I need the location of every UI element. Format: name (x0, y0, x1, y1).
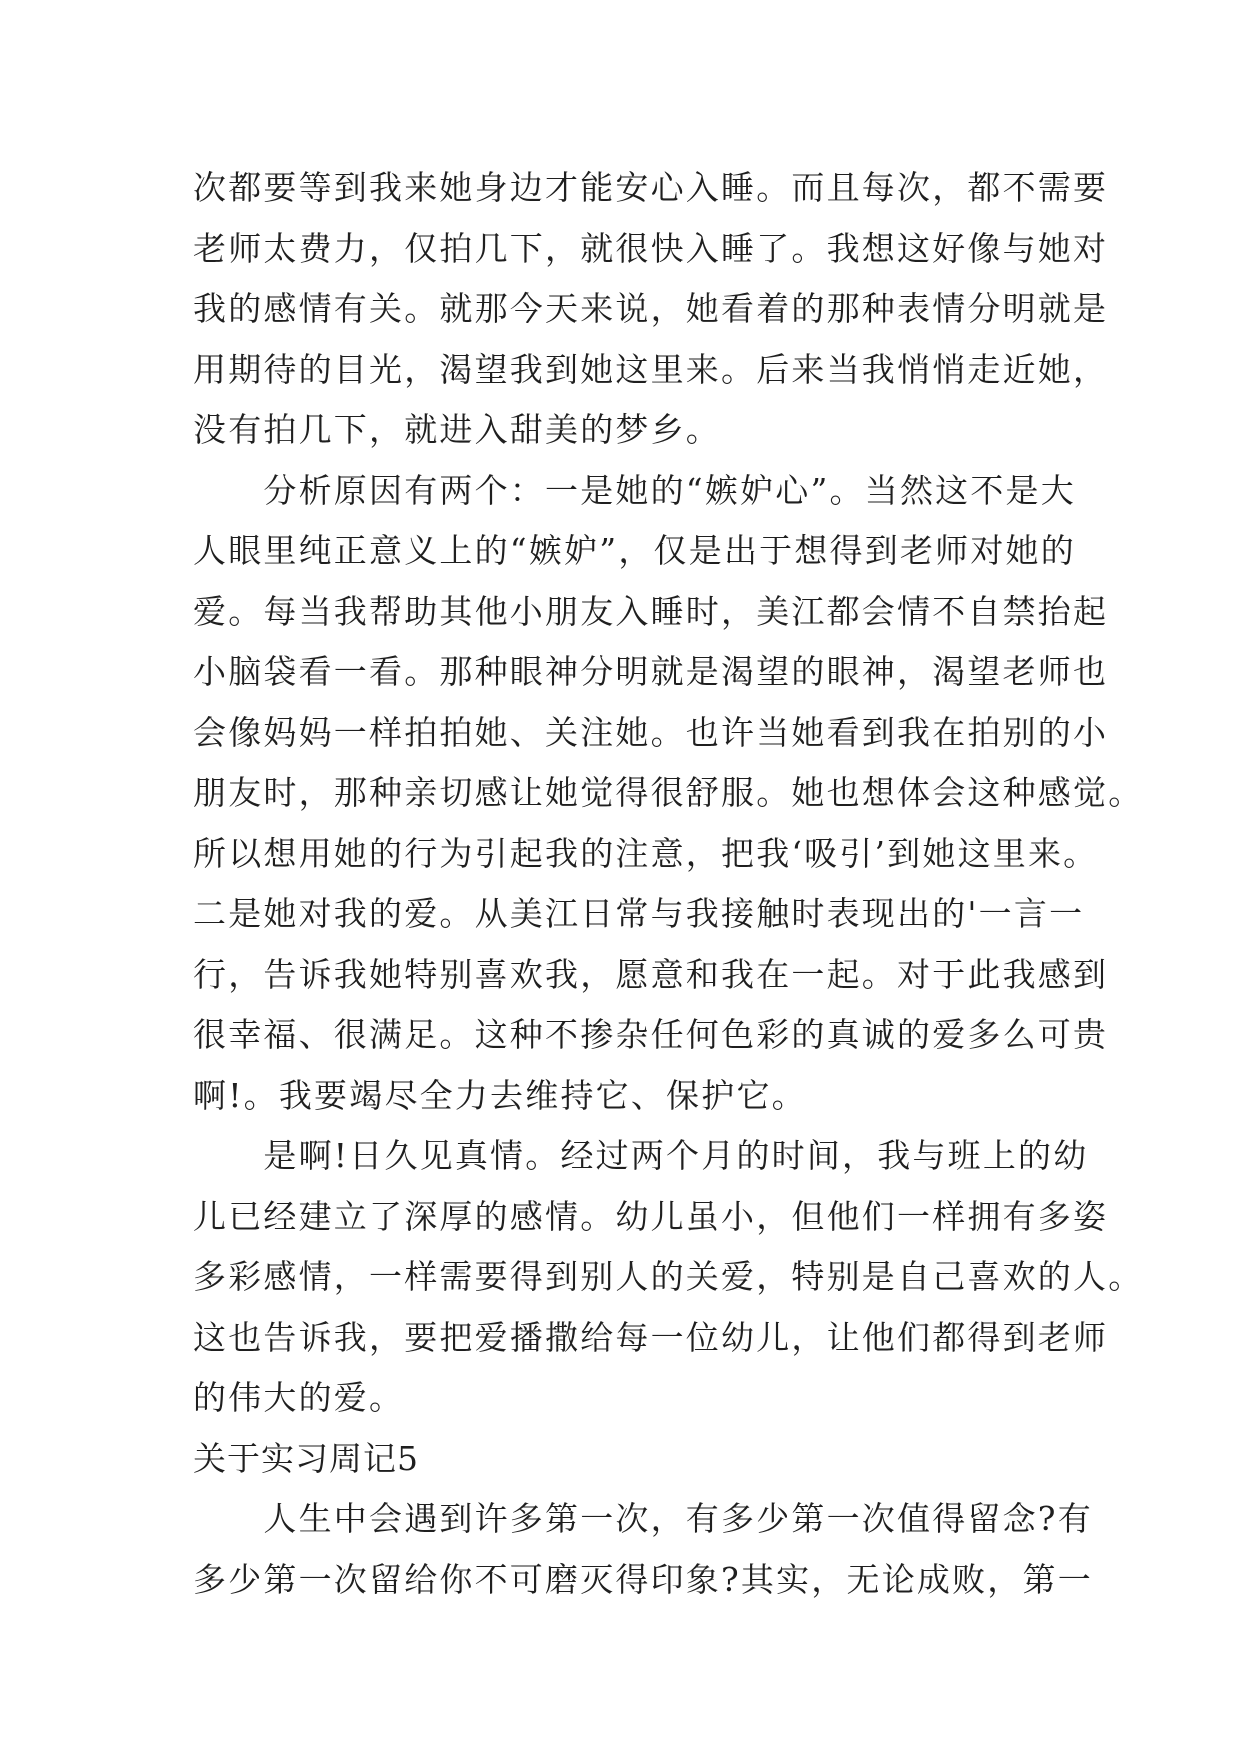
text-line: 分析原因有两个：一是她的“嫉妒心”。当然这不是大 (193, 470, 1076, 510)
text-line: 小脑袋看一看。那种眼神分明就是渴望的眼神，渴望老师也 (193, 652, 1109, 691)
text-line: 行，告诉我她特别喜欢我，愿意和我在一起。对于此我感到 (193, 954, 1109, 994)
text-line: 人生中会遇到许多第一次，有多少第一次值得留念?有 (193, 1499, 1093, 1538)
text-line: 这也告诉我，要把爱播撒给每一位幼儿，让他们都得到老师 (193, 1317, 1109, 1357)
text-line: 朋友时，那种亲切感让她觉得很舒服。她也想体会这种感觉。 (193, 773, 1144, 812)
section-heading: 关于实习周记5 (193, 1438, 419, 1478)
text-line: 次都要等到我来她身边才能安心入睡。而且每次，都不需要 (193, 168, 1109, 207)
text-line: 多彩感情，一样需要得到别人的关爱，特别是自己喜欢的人。 (193, 1257, 1144, 1296)
text-line: 爱。每当我帮助其他小朋友入睡时，美江都会情不自禁抬起 (193, 591, 1109, 631)
text-line: 老师太费力，仅拍几下，就很快入睡了。我想这好像与她对 (193, 228, 1109, 268)
text-line: 我的感情有关。就那今天来说，她看着的那种表情分明就是 (193, 289, 1109, 328)
text-line: 会像妈妈一样拍拍她、关注她。也许当她看到我在拍别的小 (193, 712, 1109, 752)
text-line: 用期待的目光，渴望我到她这里来。后来当我悄悄走近她， (193, 349, 1109, 389)
text-line: 儿已经建立了深厚的感情。幼儿虽小，但他们一样拥有多姿 (193, 1196, 1109, 1236)
text-line: 二是她对我的爱。从美江日常与我接触时表现出的'一言一 (193, 894, 1085, 933)
text-line: 很幸福、很满足。这种不掺杂任何色彩的真诚的爱多么可贵 (193, 1015, 1109, 1054)
text-line: 没有拍几下，就进入甜美的梦乡。 (193, 410, 721, 449)
text-line: 的伟大的爱。 (193, 1378, 405, 1417)
text-line: 多少第一次留给你不可磨灭得印象?其实，无论成败，第一 (193, 1559, 1093, 1599)
text-line: 所以想用她的行为引起我的注意，把我‘吸引’到她这里来。 (193, 833, 1099, 873)
document-body (193, 158, 1144, 1610)
text-line: 人眼里纯正意义上的“嫉妒”，仅是出于想得到老师对她的 (193, 531, 1076, 570)
text-line: 是啊!日久见真情。经过两个月的时间，我与班上的幼 (193, 1136, 1089, 1175)
text-line: 啊!。我要竭尽全力去维持它、保护它。 (193, 1075, 807, 1115)
